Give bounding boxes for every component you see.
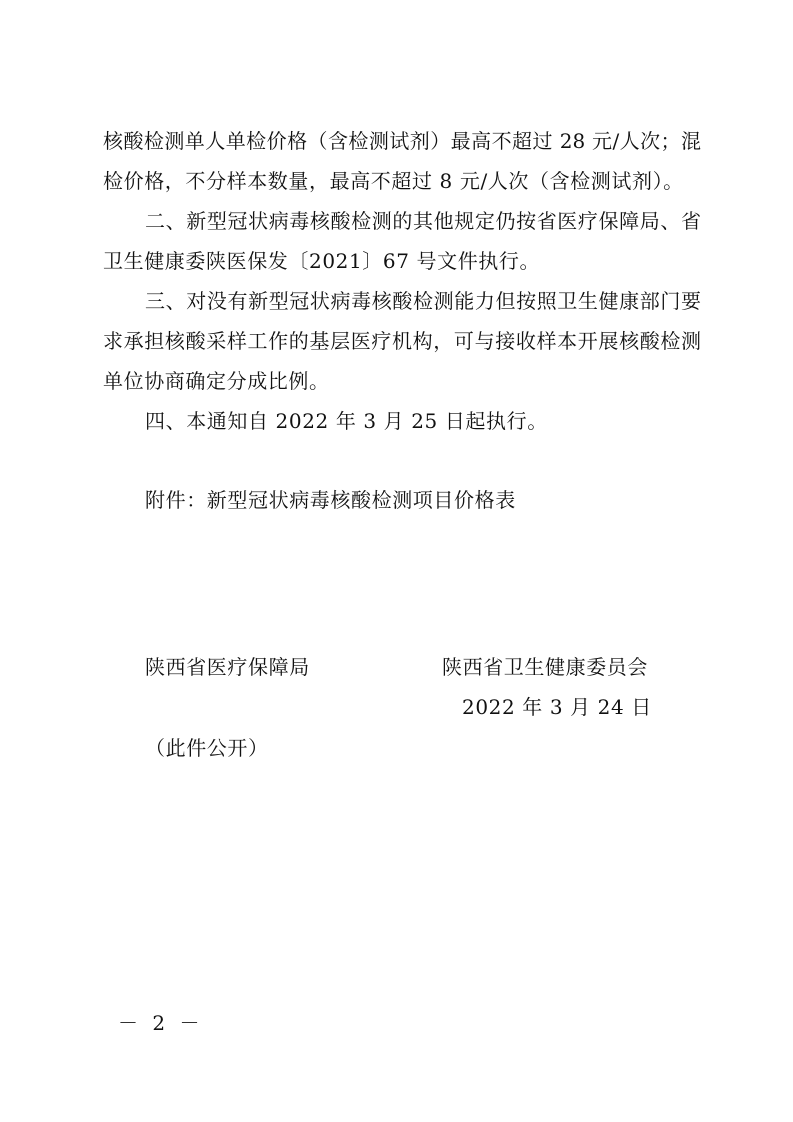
paragraph-1-line-2: 检价格，不分样本数量，最高不超过 8 元/人次（含检测试剂）。 — [103, 169, 684, 193]
paragraph-4: 四、本通知自 2022 年 3 月 25 日起执行。 — [145, 409, 548, 433]
issuer-medical-security-bureau: 陕西省医疗保障局 — [145, 655, 310, 679]
paragraph-1-line-1: 核酸检测单人单检价格（含检测试剂）最高不超过 28 元/人次；混 — [103, 129, 701, 153]
page-number: － 2 － — [118, 1011, 204, 1035]
issue-date: 2022 年 3 月 24 日 — [462, 695, 652, 719]
paragraph-2-line-2: 卫生健康委陕医保发〔2021〕67 号文件执行。 — [103, 249, 541, 273]
disclosure-note: （此件公开） — [145, 736, 269, 760]
paragraph-3-line-3: 单位协商确定分成比例。 — [103, 369, 330, 393]
paragraph-2-line-1: 二、新型冠状病毒核酸检测的其他规定仍按省医疗保障局、省 — [145, 209, 701, 233]
paragraph-3-line-1: 三、对没有新型冠状病毒核酸检测能力但按照卫生健康部门要 — [145, 289, 701, 313]
attachment-note: 附件：新型冠状病毒核酸检测项目价格表 — [145, 488, 516, 512]
paragraph-3-line-2: 求承担核酸采样工作的基层医疗机构，可与接收样本开展核酸检测 — [103, 329, 701, 353]
issuer-health-commission: 陕西省卫生健康委员会 — [442, 655, 648, 679]
